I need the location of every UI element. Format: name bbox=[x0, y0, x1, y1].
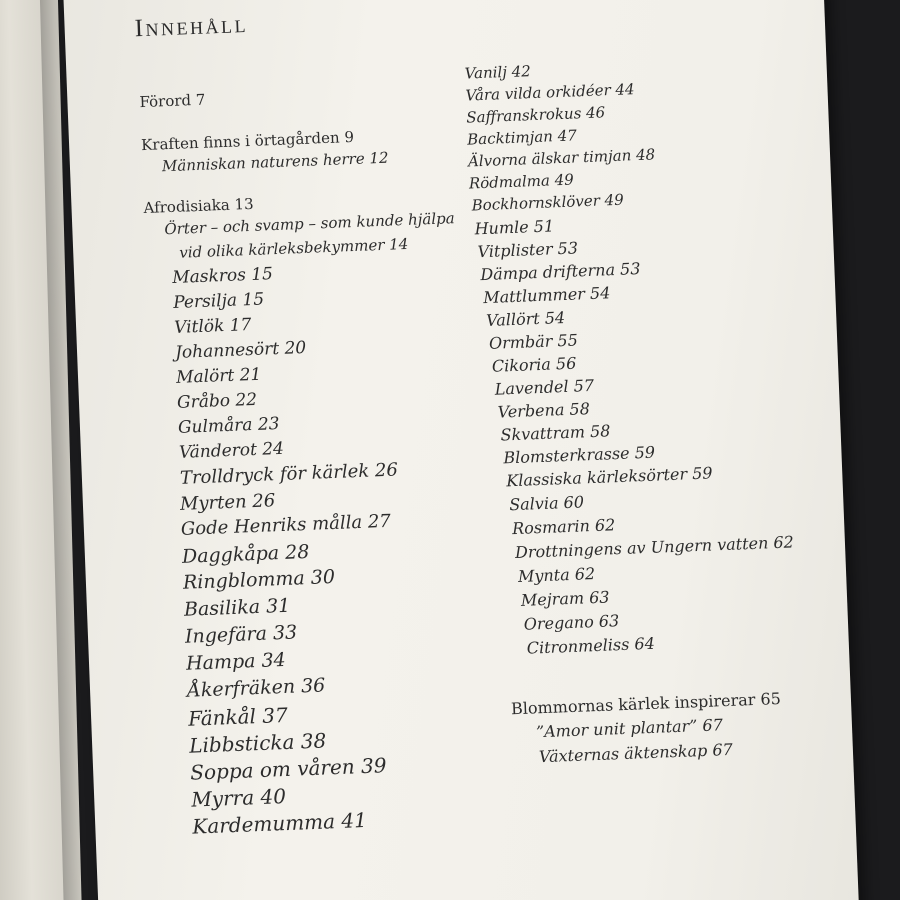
right-entry: Lavendel 57 bbox=[494, 375, 595, 399]
right-entry: Rosmarin 62 bbox=[511, 515, 616, 539]
left-entry: Hampa 34 bbox=[185, 648, 287, 675]
right-entry: Ormbär 55 bbox=[488, 330, 579, 353]
left-entry: Fänkål 37 bbox=[187, 702, 289, 731]
left-entry: Basilika 31 bbox=[183, 594, 291, 621]
left-entry: vid olika kärleksbekymmer 14 bbox=[178, 234, 409, 262]
right-entry: Vanilj 42 bbox=[464, 62, 532, 83]
right-entry: Vitplister 53 bbox=[477, 238, 579, 262]
right-entry: Drottningens av Ungern vatten 62 bbox=[514, 532, 795, 563]
left-entry: Örter – och svamp – som kunde hjälpa bbox=[164, 209, 455, 239]
right-entry: Blommornas kärlek inspirerar 65 bbox=[510, 688, 782, 719]
left-entry: Kardemumma 41 bbox=[191, 807, 368, 839]
left-entry: Ringblomma 30 bbox=[182, 565, 336, 594]
right-entry: Mattlummer 54 bbox=[482, 283, 611, 308]
left-entry: Kraften finns i örtagården 9 bbox=[140, 127, 355, 155]
right-entry: Verbena 58 bbox=[497, 399, 591, 422]
right-entry: Mynta 62 bbox=[517, 563, 596, 586]
left-entry: Trolldryck för kärlek 26 bbox=[179, 459, 399, 489]
right-entry: Älvorna älskar timjan 48 bbox=[467, 145, 656, 171]
left-entry: Åkerfräken 36 bbox=[186, 674, 326, 702]
right-entry: Bockhornsklöver 49 bbox=[471, 190, 625, 215]
right-entry: Blomsterkrasse 59 bbox=[503, 442, 656, 468]
left-entry: Förord 7 bbox=[139, 90, 206, 112]
right-entry: Dämpa drifterna 53 bbox=[480, 259, 641, 285]
left-entry: Vitlök 17 bbox=[173, 315, 252, 338]
left-entry: Myrra 40 bbox=[190, 784, 287, 812]
right-entry: Mejram 63 bbox=[520, 587, 610, 610]
right-entry: Citronmeliss 64 bbox=[526, 633, 656, 658]
right-entry: Oregano 63 bbox=[523, 611, 620, 634]
right-entry: Vallört 54 bbox=[485, 307, 566, 330]
right-entry: Våra vilda orkidéer 44 bbox=[465, 80, 635, 105]
left-entry: Afrodisiaka 13 bbox=[143, 194, 254, 218]
right-entry: Salvia 60 bbox=[508, 492, 585, 515]
left-entry: Gråbo 22 bbox=[176, 389, 258, 413]
left-entry: Soppa om våren 39 bbox=[189, 753, 387, 785]
left-entry: Malört 21 bbox=[175, 364, 262, 388]
right-entry: Rödmalma 49 bbox=[468, 170, 575, 193]
left-entry: Ingefära 33 bbox=[184, 621, 298, 648]
right-entry: ”Amor unit plantar” 67 bbox=[535, 715, 724, 742]
right-entry: Cikoria 56 bbox=[491, 353, 577, 376]
left-entry: Johannesört 20 bbox=[174, 337, 307, 363]
left-entry: Vänderot 24 bbox=[178, 438, 285, 463]
left-entry: Gulmåra 23 bbox=[177, 413, 280, 438]
left-entry: Gode Henriks målla 27 bbox=[180, 510, 392, 540]
book-page bbox=[62, 0, 860, 900]
right-entry: Saffranskrokus 46 bbox=[466, 103, 606, 127]
right-entry: Backtimjan 47 bbox=[466, 126, 578, 149]
right-entry: Växternas äktenskap 67 bbox=[538, 739, 734, 767]
right-entry: Skvattram 58 bbox=[500, 421, 611, 445]
left-entry: Libbsticka 38 bbox=[188, 728, 327, 758]
left-entry: Människan naturens herre 12 bbox=[161, 148, 389, 176]
left-entry: Daggkåpa 28 bbox=[181, 540, 310, 568]
page-title: Innehåll bbox=[134, 10, 249, 43]
right-entry: Humle 51 bbox=[474, 216, 555, 239]
left-entry: Persilja 15 bbox=[172, 289, 265, 313]
left-entry: Maskros 15 bbox=[171, 264, 274, 288]
right-entry: Klassiska kärleksörter 59 bbox=[505, 463, 713, 491]
left-entry: Myrten 26 bbox=[179, 490, 276, 515]
